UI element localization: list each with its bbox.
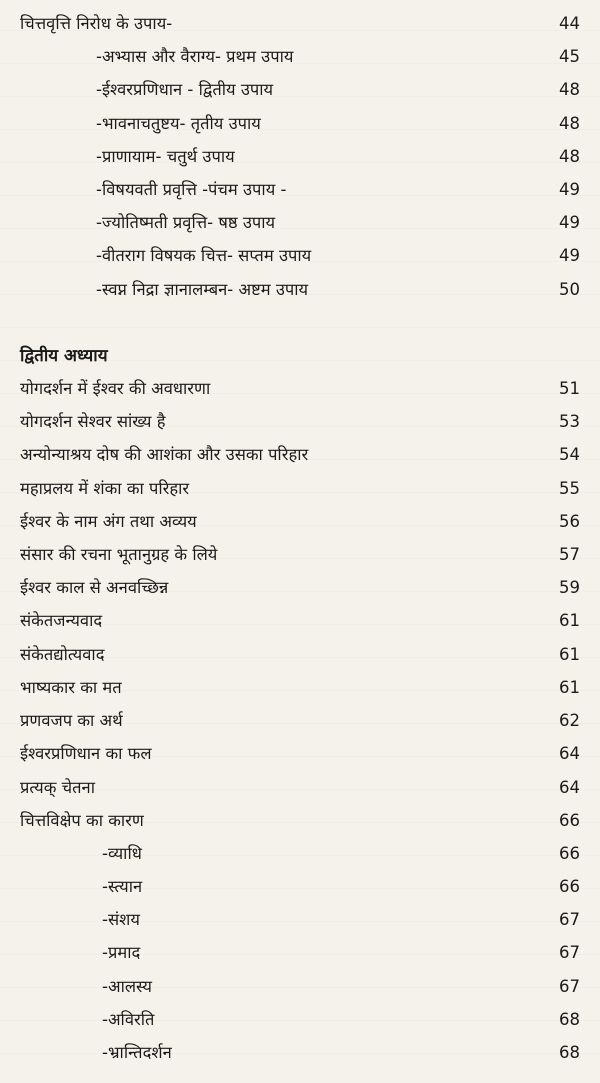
toc-row[interactable] xyxy=(0,110,600,138)
toc-entry-label: प्रणवजप का अर्थ xyxy=(20,711,123,730)
toc-page-number: 44 xyxy=(559,14,580,33)
toc-row-section1[interactable] xyxy=(0,10,600,38)
toc-row[interactable] xyxy=(0,774,600,802)
toc-page-number: 55 xyxy=(559,479,580,498)
toc-entry-label: संसार की रचना भूतानुग्रह के लिये xyxy=(20,545,218,564)
toc-entry-label: -संशय xyxy=(102,910,140,929)
toc-sub-row[interactable] xyxy=(0,1039,600,1067)
toc-page-number: 49 xyxy=(559,246,580,265)
toc-sub-row[interactable] xyxy=(0,840,600,868)
toc-entry-label: अन्योन्याश्रय दोष की आशंका और उसका परिहार xyxy=(20,445,309,464)
toc-row[interactable] xyxy=(0,807,600,835)
toc-row[interactable] xyxy=(0,76,600,104)
toc-entry-label: -भ्रान्तिदर्शन xyxy=(102,1043,172,1062)
toc-page-number: 68 xyxy=(559,1043,580,1062)
toc-row[interactable] xyxy=(0,541,600,569)
toc-row[interactable] xyxy=(0,176,600,204)
toc-page-number: 67 xyxy=(559,943,580,962)
toc-entry-label: ईश्वरप्रणिधान का फल xyxy=(20,744,152,763)
toc-row[interactable] xyxy=(0,641,600,669)
toc-row[interactable] xyxy=(0,43,600,71)
toc-row[interactable] xyxy=(0,276,600,304)
toc-entry-label: -आलस्य xyxy=(102,977,152,996)
toc-page-number: 64 xyxy=(559,778,580,797)
toc-page-number: 61 xyxy=(559,611,580,630)
toc-page-number: 62 xyxy=(559,711,580,730)
toc-page-number: 48 xyxy=(559,114,580,133)
toc-row[interactable] xyxy=(0,475,600,503)
toc-row[interactable] xyxy=(0,707,600,735)
toc-page-number: 66 xyxy=(559,877,580,896)
toc-sub-row[interactable] xyxy=(0,906,600,934)
toc-entry-label: ईश्वर काल से अनवच्छिन्न xyxy=(20,578,169,597)
toc-row[interactable] xyxy=(0,574,600,602)
toc-sub-row[interactable] xyxy=(0,973,600,1001)
toc-entry-label: संकेतद्योत्यवाद xyxy=(20,645,105,664)
toc-page-number: 67 xyxy=(559,977,580,996)
toc-entry-label: -स्त्यान xyxy=(102,877,143,896)
chapter-title: द्वितीय अध्याय xyxy=(20,346,108,366)
toc-entry-label: भाष्यकार का मत xyxy=(20,678,122,697)
toc-entry-label: -स्वप्न निद्रा ज्ञानालम्बन- अष्टम उपाय xyxy=(96,280,309,299)
toc-entry-label: योगदर्शन सेश्वर सांख्य है xyxy=(20,412,166,431)
toc-row[interactable] xyxy=(0,242,600,270)
toc-row[interactable] xyxy=(0,508,600,536)
toc-entry-label: -प्राणायाम- चतुर्थ उपाय xyxy=(96,147,235,166)
toc-row[interactable] xyxy=(0,143,600,171)
toc-entry-label: -प्रमाद xyxy=(102,943,141,962)
toc-page-number: 64 xyxy=(559,744,580,763)
toc-page-number: 68 xyxy=(559,1010,580,1029)
toc-entry-label: प्रत्यक् चेतना xyxy=(20,778,95,797)
toc-row[interactable] xyxy=(0,408,600,436)
toc-entry-label: -वीतराग विषयक चित्त- सप्तम उपाय xyxy=(96,246,312,265)
toc-page-number: 54 xyxy=(559,445,580,464)
toc-entry-label: -अभ्यास और वैराग्य- प्रथम उपाय xyxy=(96,47,294,66)
toc-page-number: 49 xyxy=(559,213,580,232)
toc-page-number: 61 xyxy=(559,678,580,697)
toc-page-number: 48 xyxy=(559,147,580,166)
toc-row[interactable] xyxy=(0,607,600,635)
toc-row[interactable] xyxy=(0,441,600,469)
toc-page-number: 51 xyxy=(559,379,580,398)
toc-row[interactable] xyxy=(0,375,600,403)
toc-page-number: 61 xyxy=(559,645,580,664)
toc-sub-row[interactable] xyxy=(0,939,600,967)
toc-row[interactable] xyxy=(0,740,600,768)
toc-entry-label: -भावनाचतुष्टय- तृतीय उपाय xyxy=(96,114,261,133)
toc-page-number: 56 xyxy=(559,512,580,531)
toc-entry-label: चित्तविक्षेप का कारण xyxy=(20,811,144,830)
toc-row[interactable] xyxy=(0,209,600,237)
toc-entry-label: -विषयवती प्रवृत्ति -पंचम उपाय - xyxy=(96,180,287,199)
toc-entry-label: -अविरति xyxy=(102,1010,155,1029)
toc-sub-row[interactable] xyxy=(0,1006,600,1034)
toc-page-number: 53 xyxy=(559,412,580,431)
toc-entry-label: ईश्वर के नाम अंग तथा अव्यय xyxy=(20,512,197,531)
toc-page-number: 50 xyxy=(559,280,580,299)
chapter-heading xyxy=(0,342,600,370)
toc-entry-label: -ज्योतिष्मती प्रवृत्ति- षष्ठ उपाय xyxy=(96,213,276,232)
toc-page-number: 57 xyxy=(559,545,580,564)
toc-entry-label: -ईश्वरप्रणिधान - द्वितीय उपाय xyxy=(96,80,274,99)
toc-sub-row[interactable] xyxy=(0,873,600,901)
toc-page-number: 66 xyxy=(559,844,580,863)
toc-entry-label: चित्तवृत्ति निरोध के उपाय- xyxy=(20,14,173,33)
toc-entry-label: -व्याधि xyxy=(102,844,142,863)
toc-page-number: 66 xyxy=(559,811,580,830)
toc-entry-label: संकेतजन्यवाद xyxy=(20,611,103,630)
toc-page-number: 49 xyxy=(559,180,580,199)
toc-entry-label: योगदर्शन में ईश्वर की अवधारणा xyxy=(20,379,211,398)
toc-page-number: 48 xyxy=(559,80,580,99)
toc-page-number: 67 xyxy=(559,910,580,929)
toc-entry-label: महाप्रलय में शंका का परिहार xyxy=(20,479,190,498)
toc-row[interactable] xyxy=(0,674,600,702)
toc-page-number: 45 xyxy=(559,47,580,66)
toc-page-number: 59 xyxy=(559,578,580,597)
